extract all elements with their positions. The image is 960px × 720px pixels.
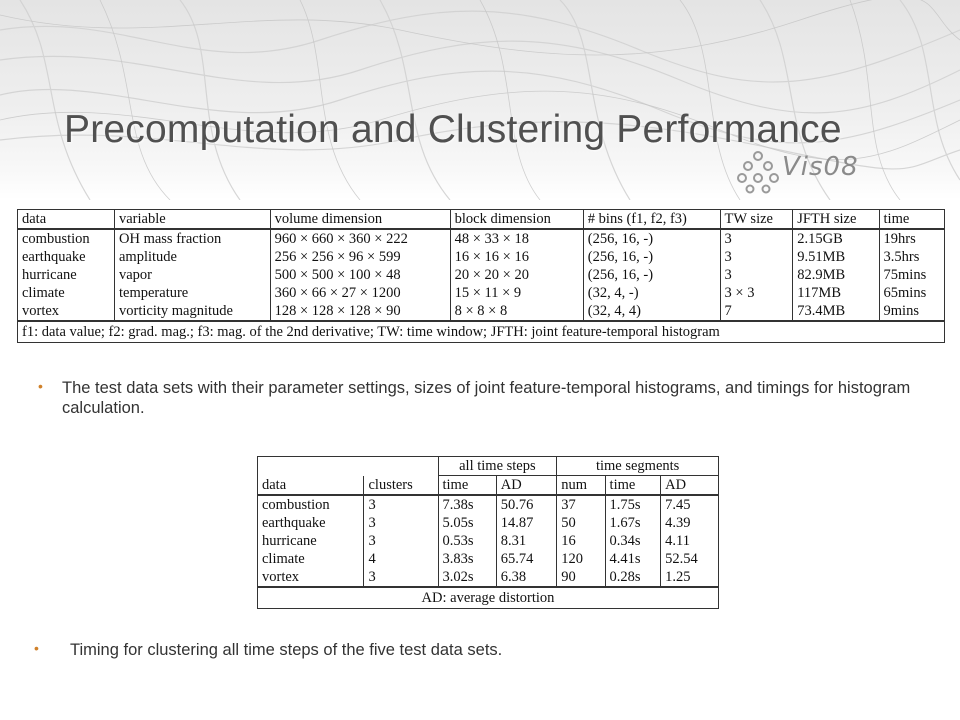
header-cell: AD xyxy=(661,476,719,496)
cell: earthquake xyxy=(18,248,115,266)
cell: 48 × 33 × 18 xyxy=(450,229,583,248)
cell: 4.39 xyxy=(665,515,691,531)
cell: amplitude xyxy=(115,248,271,266)
vis08-logo xyxy=(736,150,906,196)
header-cell: data xyxy=(18,210,115,230)
cell: earthquake xyxy=(258,514,364,532)
header-cell: data xyxy=(258,476,364,496)
cell: (256, 16, -) xyxy=(583,229,720,248)
header-cell: TW size xyxy=(720,210,793,230)
dots-cluster-icon xyxy=(736,150,780,194)
group-header-all-time-steps: all time steps xyxy=(438,457,557,476)
table-row xyxy=(18,284,945,302)
table-row xyxy=(258,532,719,550)
cell: combustion xyxy=(18,229,115,248)
cell: 9.51MB xyxy=(793,248,879,266)
header-cell: clusters xyxy=(364,476,438,496)
caption-precomputation: The test data sets with their parameter settings, sizes of joint feature-temporal histograms, and timings for histogram calculation. xyxy=(62,379,911,417)
table-header-row xyxy=(258,476,719,496)
table-footnote: f1: data value; f2: grad. mag.; f3: mag. of the 2nd derivative; TW: time window; JFTH: joint feature-temporal histogram xyxy=(22,324,720,340)
cell: 9mins xyxy=(879,302,944,321)
cell: 15 × 11 × 9 xyxy=(450,284,583,302)
table-row xyxy=(258,495,719,514)
header-cell: time xyxy=(605,476,661,496)
cell: 65mins xyxy=(883,285,927,301)
cell: 4.41s xyxy=(605,550,661,568)
cell: 3 xyxy=(364,514,438,532)
header-cell: block dimension xyxy=(450,210,583,230)
table-row xyxy=(18,248,945,266)
cell: 65.74 xyxy=(496,550,557,568)
cell: 1.75s xyxy=(605,495,661,514)
cell: 3 xyxy=(720,229,793,248)
table-footnote: AD: average distortion xyxy=(421,590,555,606)
cell: 0.28s xyxy=(605,568,661,587)
cell: 7 xyxy=(720,302,793,321)
cell: 120 xyxy=(557,550,605,568)
cell: 4.11 xyxy=(665,533,690,549)
cell: 7.45 xyxy=(665,497,691,513)
header-cell: time xyxy=(438,476,496,496)
cell: 500 × 500 × 100 × 48 xyxy=(270,266,450,284)
cell: 2.15GB xyxy=(793,229,879,248)
slide-title: Precomputation and Clustering Performance xyxy=(64,108,842,151)
cell: 90 xyxy=(557,568,605,587)
cell: (256, 16, -) xyxy=(583,266,720,284)
cell: hurricane xyxy=(258,532,364,550)
cell: 3 xyxy=(364,532,438,550)
cell: 1.25 xyxy=(661,568,719,587)
cell: 20 × 20 × 20 xyxy=(450,266,583,284)
cell: 3 xyxy=(720,248,793,266)
bullet-icon: • xyxy=(34,640,39,656)
cell: temperature xyxy=(115,284,271,302)
cell: vortex xyxy=(18,302,115,321)
cell: 3 xyxy=(720,266,793,284)
cell: 50.76 xyxy=(496,495,557,514)
cell: 6.38 xyxy=(496,568,557,587)
cell: (32, 4, -) xyxy=(583,284,720,302)
cell: 50 xyxy=(557,514,605,532)
table-row xyxy=(18,229,945,248)
cell: hurricane xyxy=(18,266,115,284)
cell: 37 xyxy=(557,495,605,514)
cell: climate xyxy=(258,550,364,568)
cell: 3.5hrs xyxy=(883,249,920,265)
cell: 5.05s xyxy=(438,514,496,532)
cell: combustion xyxy=(258,495,364,514)
cell: 82.9MB xyxy=(793,266,879,284)
cell: 16 xyxy=(557,532,605,550)
cell: vortex xyxy=(258,568,364,587)
cell: vorticity magnitude xyxy=(115,302,271,321)
cell: 73.4MB xyxy=(793,302,879,321)
table-row xyxy=(18,266,945,284)
cell: 52.54 xyxy=(665,551,698,567)
cell: 360 × 66 × 27 × 1200 xyxy=(270,284,450,302)
table-footnote-row xyxy=(18,321,945,343)
cell: 3 × 3 xyxy=(720,284,793,302)
logo-text: Vis08 xyxy=(782,152,859,182)
cell: vapor xyxy=(115,266,271,284)
cell: 14.87 xyxy=(496,514,557,532)
cell: climate xyxy=(18,284,115,302)
cell: 3 xyxy=(364,495,438,514)
cell: 8.31 xyxy=(496,532,557,550)
header-cell: volume dimension xyxy=(270,210,450,230)
cell: 8 × 8 × 8 xyxy=(450,302,583,321)
cell: 19hrs xyxy=(883,231,916,247)
cell: 117MB xyxy=(793,284,879,302)
header-cell: variable xyxy=(115,210,271,230)
table-row xyxy=(258,568,719,587)
cell: 7.38s xyxy=(438,495,496,514)
cell: 4 xyxy=(364,550,438,568)
bullet-icon: • xyxy=(38,378,43,394)
table-row xyxy=(258,514,719,532)
caption-clustering: Timing for clustering all time steps of the five test data sets. xyxy=(70,641,503,659)
header-cell: AD xyxy=(496,476,557,496)
header-cell: time xyxy=(879,210,944,230)
cell: 0.34s xyxy=(605,532,661,550)
cell: (256, 16, -) xyxy=(583,248,720,266)
cell: 16 × 16 × 16 xyxy=(450,248,583,266)
table-footnote-row xyxy=(258,587,719,609)
cell: 128 × 128 × 128 × 90 xyxy=(270,302,450,321)
cell: 0.53s xyxy=(438,532,496,550)
cell: (32, 4, 4) xyxy=(583,302,720,321)
cell: 3.02s xyxy=(438,568,496,587)
clustering-table xyxy=(257,456,719,609)
cell: 960 × 660 × 360 × 222 xyxy=(270,229,450,248)
header-cell: num xyxy=(557,476,605,496)
cell: 3.83s xyxy=(438,550,496,568)
table-row xyxy=(18,302,945,321)
group-header-empty xyxy=(258,457,439,476)
table-group-header-row xyxy=(258,457,719,476)
cell: 75mins xyxy=(883,267,927,283)
precomputation-table xyxy=(17,209,945,343)
cell: 256 × 256 × 96 × 599 xyxy=(270,248,450,266)
header-cell: JFTH size xyxy=(793,210,879,230)
cell: OH mass fraction xyxy=(115,229,271,248)
cell: 3 xyxy=(364,568,438,587)
table-row xyxy=(258,550,719,568)
table-header-row xyxy=(18,210,945,230)
header-cell: # bins (f1, f2, f3) xyxy=(583,210,720,230)
group-header-time-segments: time segments xyxy=(557,457,719,476)
cell: 1.67s xyxy=(605,514,661,532)
